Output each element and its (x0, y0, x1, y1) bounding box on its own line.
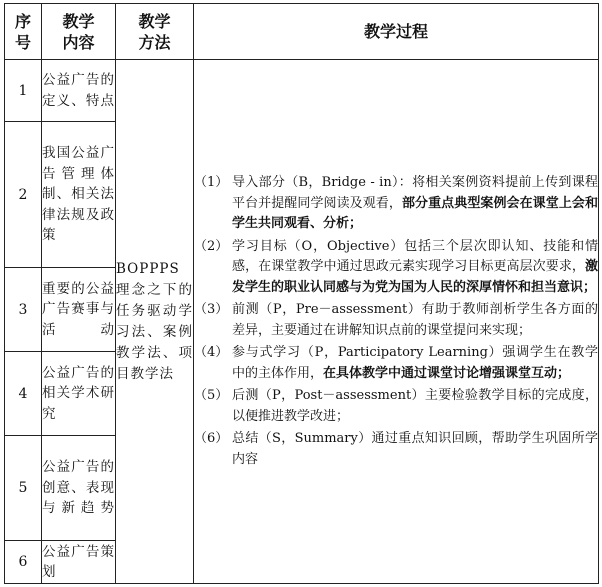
row-number: 2 (5, 122, 42, 268)
header-process: 教学过程 (194, 4, 599, 60)
row-number: 6 (5, 541, 42, 584)
header-content-line1: 教学 (62, 11, 95, 31)
step-index: （2） (194, 238, 229, 254)
header-content-line2: 内容 (62, 32, 95, 52)
table-row (5, 60, 599, 122)
step-index: （3） (194, 302, 229, 317)
step-emphasis: 在具体教学中通过课堂讨论增强课堂互动； (323, 365, 571, 381)
step-index: （5） (194, 388, 229, 403)
step-text (232, 237, 598, 299)
step-body: 参与式学习（P，Participatory Learning）强调学生在教学中的主体作用， (232, 345, 598, 381)
process-step (194, 237, 598, 299)
header-num (5, 4, 42, 60)
row-content: 公益广告的相关学术研究 (42, 352, 116, 436)
header-row (5, 4, 599, 60)
method-cell: BOPPPS理念之下的任务驱动学习法、案例教学法、项目教学法 (116, 60, 194, 584)
step-index: （1） (194, 175, 229, 190)
step-text (232, 173, 598, 235)
header-method-line2: 方法 (138, 32, 171, 52)
step-body: 后测（P，Post－assessment）主要检验教学目标的完成度，以便推进教学改进； (232, 388, 598, 424)
step-body: 导入部分（B，Bridge - in）：将相关案例资料提前上传到课程平台并提醒同学阅读及观看， (232, 175, 598, 211)
row-content: 公益广告策划 (42, 541, 116, 584)
process-cell (194, 60, 599, 584)
process-step (194, 300, 598, 341)
step-text (232, 300, 598, 341)
row-number: 1 (5, 60, 42, 122)
step-text (232, 386, 598, 427)
row-number: 3 (5, 268, 42, 352)
row-number: 4 (5, 352, 42, 436)
row-number: 5 (5, 436, 42, 541)
header-num-line1: 序 (14, 11, 31, 31)
step-text (232, 429, 598, 470)
process-step (194, 429, 598, 470)
process-step (194, 343, 598, 384)
row-content: 公益广告的定义、特点 (42, 60, 116, 122)
step-text (232, 343, 598, 384)
header-num-line2: 号 (14, 32, 31, 52)
step-index: （6） (194, 431, 229, 446)
header-content (42, 4, 116, 60)
row-content: 公益广告的创意、表现与新趋势 (42, 436, 116, 541)
step-body: 总结（S，Summary）通过重点知识回顾，帮助学生巩固所学内容 (232, 431, 598, 467)
teaching-plan-table (4, 3, 599, 584)
row-content: 重要的公益广告赛事与活动 (42, 268, 116, 352)
step-body: 前测（P，Pre－assessment）有助于教师剖析学生各方面的差异，主要通过在讲解知识点前的课堂提问来实现； (232, 302, 598, 338)
process-step (194, 386, 598, 427)
header-method-line1: 教学 (138, 11, 171, 31)
process-step (194, 173, 598, 235)
step-emphasis: 部分重点典型案例会在课堂上会和学生共同观看、分析； (232, 195, 598, 231)
row-content: 我国公益广告管理体制、相关法律法规及政策 (42, 122, 116, 268)
step-index: （4） (194, 345, 229, 360)
step-emphasis: 激发学生的职业认同感与为党为国为人民的深厚情怀和担当意识； (232, 259, 598, 295)
header-method (116, 4, 194, 60)
step-body: 学习目标（O，Objective）包括三个层次即认知、技能和情感，在课堂教学中通过思政元素实现学习目标更高层次要求， (232, 238, 598, 274)
